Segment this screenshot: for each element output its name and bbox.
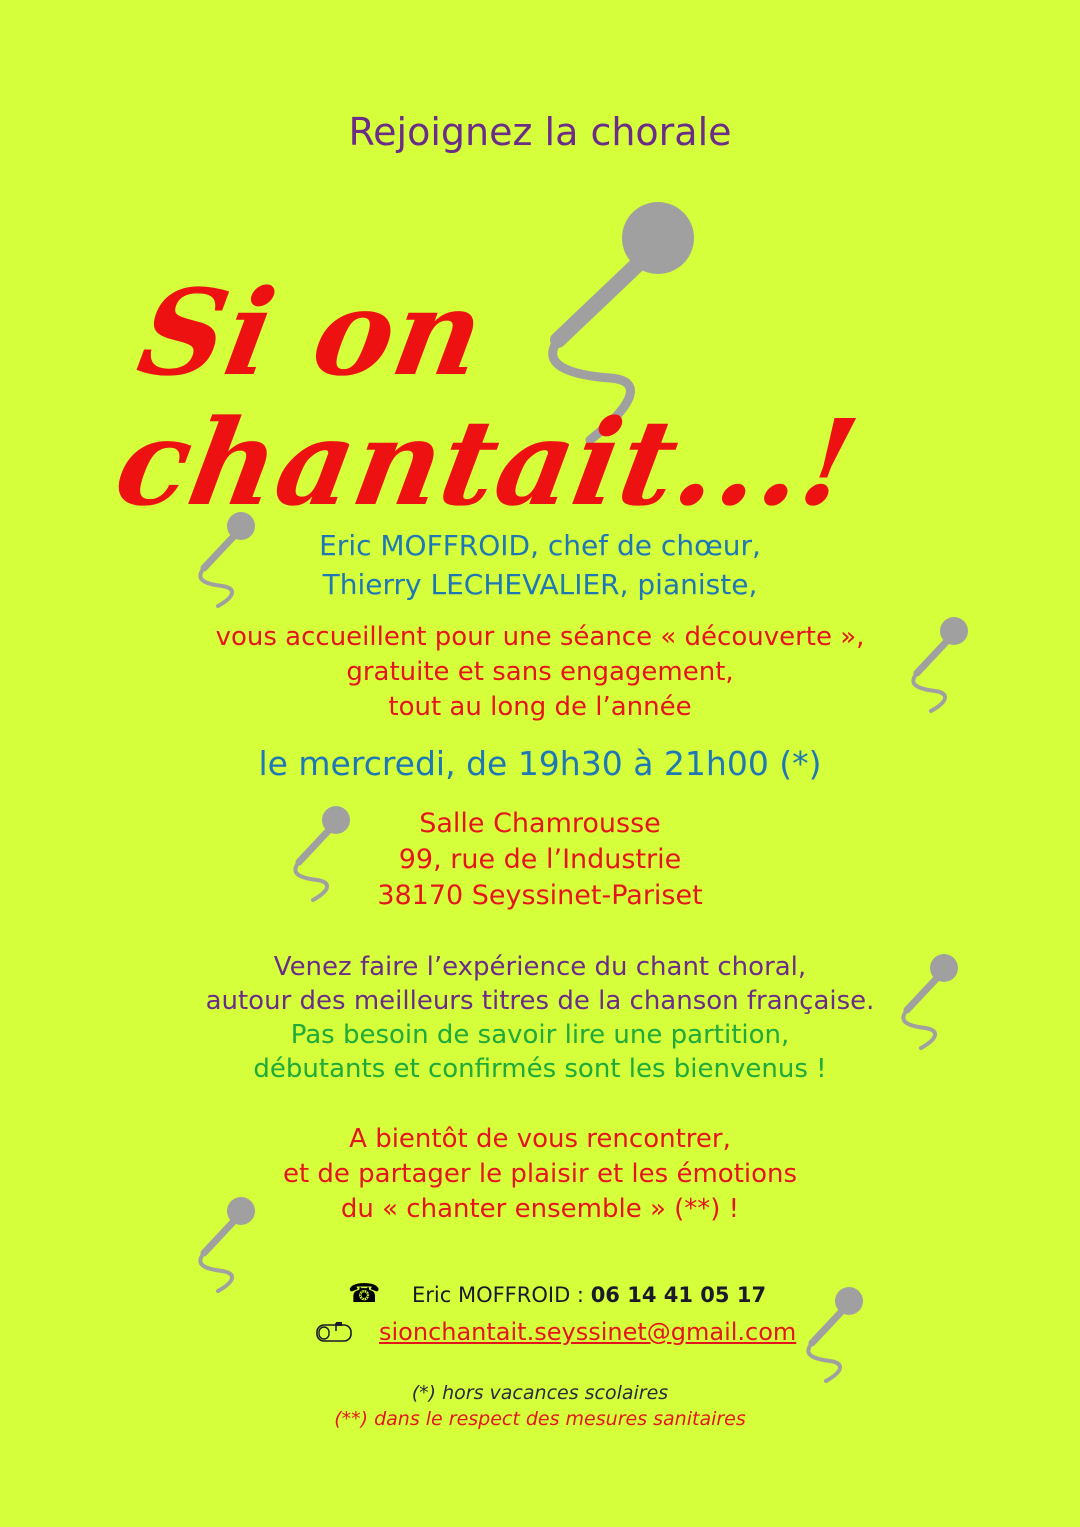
closing-line: du « chanter ensemble » (**) ! xyxy=(340,1194,740,1224)
contact-phone-text xyxy=(412,1283,766,1307)
closing-block xyxy=(0,1122,1080,1227)
telephone-icon: ☎ xyxy=(348,1279,381,1309)
footnote: (*) hors vacances scolaires xyxy=(411,1382,669,1404)
mailbox-icon xyxy=(316,1321,352,1349)
footnotes xyxy=(0,1380,1080,1432)
contact-name: Eric MOFFROID : xyxy=(412,1283,591,1307)
welcome-line: gratuite et sans engagement, xyxy=(346,657,734,687)
phone-number[interactable]: 06 14 41 05 17 xyxy=(590,1283,767,1307)
venue-name: Salle Chamrousse xyxy=(419,808,661,839)
intro-heading: Rejoignez la chorale xyxy=(348,110,732,154)
venue-city: 38170 Seyssinet-Pariset xyxy=(377,880,703,911)
welcome-line: tout au long de l’année xyxy=(388,692,692,722)
microphone-icon xyxy=(800,1285,870,1389)
invitation-block xyxy=(0,950,1080,1086)
footnote: (**) dans le respect des mesures sanitaires xyxy=(334,1408,746,1430)
conductors-block xyxy=(0,526,1080,604)
pianist-line: Thierry LECHEVALIER, pianiste, xyxy=(322,568,758,601)
conductor-line: Eric MOFFROID, chef de chœur, xyxy=(319,529,761,562)
invitation-line: Venez faire l’expérience du chant choral, xyxy=(273,952,807,982)
venue-address xyxy=(0,806,1080,914)
welcome-block xyxy=(0,620,1080,725)
welcome-line: vous accueillent pour une séance « découverte », xyxy=(215,622,865,652)
closing-line: A bientôt de vous rencontrer, xyxy=(349,1124,731,1154)
page-title: Si on chantait...! xyxy=(106,263,869,532)
closing-line: et de partager le plaisir et les émotions xyxy=(282,1159,798,1189)
invitation-line: débutants et confirmés sont les bienvenus ! xyxy=(253,1054,827,1084)
invitation-line: autour des meilleurs titres de la chanson française. xyxy=(205,986,875,1016)
schedule-line: le mercredi, de 19h30 à 21h00 (*) xyxy=(258,744,822,783)
venue-street: 99, rue de l’Industrie xyxy=(398,844,682,875)
email-link[interactable]: sionchantait.seyssinet@gmail.com xyxy=(379,1318,797,1346)
invitation-line: Pas besoin de savoir lire une partition, xyxy=(290,1020,790,1050)
